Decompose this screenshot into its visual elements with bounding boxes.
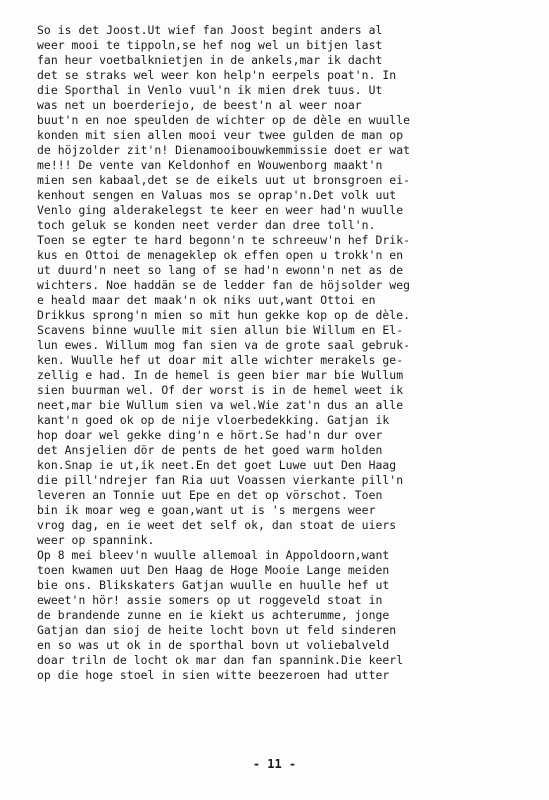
text-line: doar triln de locht ok mar dan fan spannink.Die keerl xyxy=(37,653,404,667)
text-line: neet,mar bie Wullum sien va wel.Wie zat'n dus an alle xyxy=(37,398,404,412)
text-line: Toen se egter te hard begonn'n te schreeuw'n hef Drik- xyxy=(37,233,411,247)
text-line: sien buurman wel. Of der worst is in de hemel weet ik xyxy=(37,383,404,397)
text-line: buut'n en noe speulden de wichter op de dèle en wuulle xyxy=(37,113,411,127)
text-line: toen kwamen uut Den Haag de Hoge Mooie Lange meiden xyxy=(37,563,390,577)
text-line: kon.Snap ie ut,ik neet.En det goet Luwe uut Den Haag xyxy=(37,458,397,472)
text-line: kant'n goed ok op de nije vloerbedekking. Gatjan ik xyxy=(37,413,390,427)
text-line: wichters. Noe haddän se de ledder fan de höjsolder weg xyxy=(37,278,411,292)
text-line: Venlo ging alderakelegst te keer en weer had'n wuulle xyxy=(37,203,404,217)
text-line: ken. Wuulle hef ut doar mit alle wichter merakels ge- xyxy=(37,353,404,367)
text-line: me!!! De vente van Keldonhof en Wouwenborg maakt'n xyxy=(37,158,383,172)
text-line: hop doar wel gekke ding'n e hört.Se had'n dur over xyxy=(37,428,383,442)
text-line: bie ons. Blikskaters Gatjan wuulle en huulle hef ut xyxy=(37,578,390,592)
text-line: toch geluk se konden neet verder dan dree toll'n. xyxy=(37,218,376,232)
text-line: was net un boerderiejo, de beest'n al weer noar xyxy=(37,98,362,112)
text-line: op die hoge stoel in sien witte beezeroen had utter xyxy=(37,668,390,682)
text-line: de höjzolder zit'n! Dienamooibouwkemmissie doet er wat xyxy=(37,143,411,157)
text-line: kenhout sengen en Valuas mos se oprap'n.Det volk uut xyxy=(37,188,397,202)
body-text xyxy=(37,23,517,683)
text-line: vrog dag, en ie weet det self ok, dan stoat de uiers xyxy=(37,518,397,532)
text-line: en so was ut ok in de sporthal bovn ut voliebalveld xyxy=(37,638,390,652)
text-line: kus en Ottoi de menageklep ok effen open u trokk'n en xyxy=(37,248,404,262)
text-line: die pill'ndrejer fan Ria uut Voassen vierkante pill'n xyxy=(37,473,404,487)
text-line: Gatjan dan sioj de heite locht bovn ut feld sinderen xyxy=(37,623,397,637)
text-line: de brandende zunne en ie kiekt us achterumme, jonge xyxy=(37,608,390,622)
text-line: fan heur voetbalknietjen in de ankels,mar ik dacht xyxy=(37,53,383,67)
text-line: zellig e had. In de hemel is geen bier mar bie Wullum xyxy=(37,368,404,382)
text-line: die Sporthal in Venlo vuul'n ik mien drek tuus. Ut xyxy=(37,83,383,97)
text-line: eweet'n hör! assie somers op ut roggeveld stoat in xyxy=(37,593,383,607)
text-line: det se straks wel weer kon help'n eerpels poat'n. In xyxy=(37,68,397,82)
text-line: weer op spannink. xyxy=(37,533,155,547)
text-line: det Ansjelien dör de pents de het goed warm holden xyxy=(37,443,383,457)
text-line: ut duurd'n neet so lang of se had'n ewonn'n net as de xyxy=(37,263,404,277)
text-line: leveren an Tonnie uut Epe en det op vörschot. Toen xyxy=(37,488,383,502)
text-line: konden mit sien allen mooi veur twee gulden de man op xyxy=(37,128,404,142)
text-line: Drikkus sprong'n mien so mit hun gekke kop op de dèle. xyxy=(37,308,411,322)
text-line: mien sen kabaal,det se de eikels uut ut bronsgroen ei- xyxy=(37,173,411,187)
text-line: So is det Joost.Ut wief fan Joost begint anders al xyxy=(37,23,383,37)
text-line: Op 8 mei bleev'n wuulle allemoal in Appoldoorn,want xyxy=(37,548,390,562)
text-line: e heald maar det maak'n ok niks uut,want Ottoi en xyxy=(37,293,376,307)
text-line: Scavens binne wuulle mit sien allun bie Willum en El- xyxy=(37,323,404,337)
text-line: lun ewes. Willum mog fan sien va de grote saal gebruk- xyxy=(37,338,411,352)
text-line: bin ik moar weg e goan,want ut is 's mergens weer xyxy=(37,503,376,517)
text-line: weer mooi te tippoln,se hef nog wel un bitjen last xyxy=(37,38,383,52)
page-number: - 11 - xyxy=(252,757,297,771)
